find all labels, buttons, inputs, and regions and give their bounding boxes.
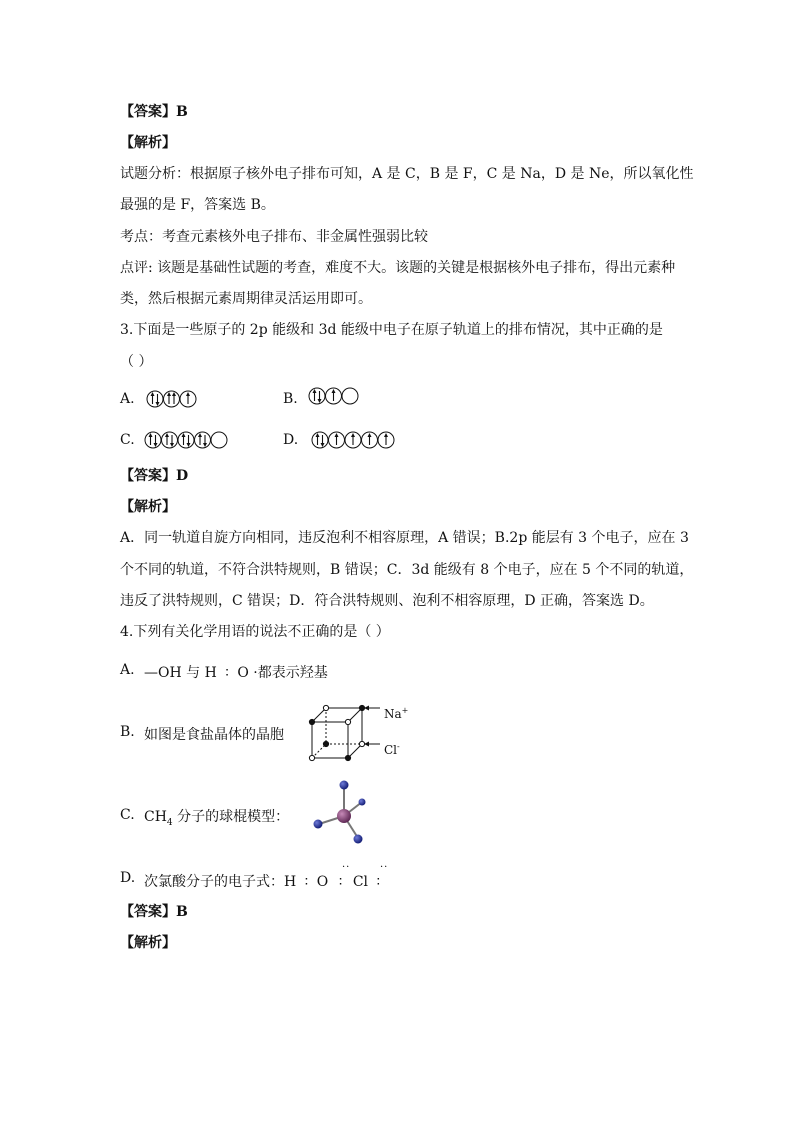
q4-option-a-text	[144, 662, 328, 684]
q4-answer: 【答案】B	[120, 904, 188, 920]
spin-up-arrow	[384, 433, 388, 445]
spin-down-arrow	[170, 435, 174, 447]
spin-up-arrow	[332, 389, 336, 401]
spin-up-arrow	[316, 433, 320, 445]
q4-option-c-text: $CH_4$ 分子的球棍模型：	[144, 809, 290, 828]
q2-kaodian: 考点：考查元素核外电子排布、非金属性强弱比较	[120, 229, 428, 245]
q4-option-a-label: A.	[120, 662, 135, 678]
spin-up-arrow	[186, 392, 190, 404]
spin-down-arrow	[321, 435, 325, 447]
spin-up-arrow	[351, 433, 355, 445]
q3-option-b-orbital-diagram	[308, 386, 368, 408]
spin-up-arrow	[167, 392, 171, 404]
ch4-ball-stick-model	[310, 778, 374, 848]
spin-down-arrow	[154, 435, 158, 447]
spin-up-arrow	[198, 433, 202, 445]
spin-up-arrow	[172, 392, 176, 404]
spin-up-arrow	[335, 433, 339, 445]
q3-option-b-label: B.	[283, 391, 298, 407]
q2-analysis-line1: 试题分析：根据原子核外电子排布可知，A 是 C，B 是 F，C 是 Na，D 是 Ne，所以氧化性	[120, 166, 694, 182]
q4-option-a-colon: ∶	[225, 665, 229, 681]
q3-stem-line2: （ ）	[120, 354, 153, 370]
q2-dianping-line2: 类，然后根据元素周期律灵活运用即可。	[120, 291, 372, 307]
q4-analysis-title: 【解析】	[120, 935, 176, 951]
q3-option-a-orbital-diagram	[146, 389, 206, 411]
q3-stem-line1: 3.下面是一些原子的 2p 能级和 3d 能级中电子在原子轨道上的排布情况，其中正确的是	[120, 322, 663, 338]
spin-up-arrow	[313, 389, 317, 401]
q3-option-d-label: D.	[283, 432, 299, 448]
q4-option-a-text2: ·都表示羟基	[253, 665, 328, 681]
orbital-circle	[147, 391, 163, 407]
nacl-na-label: Na+	[384, 706, 409, 721]
spin-down-arrow	[156, 394, 160, 406]
q2-analysis-line2: 最强的是 F，答案选 B。	[120, 197, 275, 213]
orbital-circle	[309, 388, 325, 404]
q4-option-a-oh: —OH 与 H	[144, 665, 217, 681]
spin-up-arrow	[149, 433, 153, 445]
orbital-circle	[312, 432, 328, 448]
spin-up-arrow	[182, 433, 186, 445]
q3-option-a-label: A.	[120, 391, 135, 407]
q4-option-d-text: 次氯酸分子的电子式：H ∶ O ·· ∶ Cl ·· ∶	[144, 862, 389, 890]
q4-option-d-oxygen: O	[316, 874, 329, 890]
orbital-circle	[342, 388, 358, 404]
spin-up-arrow	[151, 392, 155, 404]
q2-answer: 【答案】B	[120, 104, 188, 120]
orbital-circle	[195, 432, 211, 448]
q3-analysis-line2: 个不同的轨道，不符合洪特规则，B 错误；C．3d 能级有 8 个电子，应在 5 个不同的轨道，	[120, 562, 694, 578]
q4-option-b-label: B.	[120, 724, 135, 740]
q3-answer: 【答案】D	[120, 468, 189, 484]
orbital-circle	[178, 432, 194, 448]
q4-option-d-chlorine: Cl	[352, 874, 369, 890]
q2-analysis-title: 【解析】	[120, 135, 176, 151]
orbital-circle	[145, 432, 161, 448]
orbital-circle	[162, 432, 178, 448]
q4-option-a-oxygen: O	[237, 665, 249, 681]
q2-dianping-line1: 点评: 该题是基础性试题的考查，难度不大。该题的关键是根据核外电子排布，得出元素种	[120, 260, 676, 276]
q3-analysis-line3: 违反了洪特规则，C 错误；D．符合洪特规则、泡利不相容原理，D 正确，答案选 D。	[120, 593, 654, 609]
spin-down-arrow	[318, 391, 322, 403]
q4-option-b-text: 如图是食盐晶体的晶胞	[144, 727, 284, 743]
spin-up-arrow	[368, 433, 372, 445]
orbital-circle	[211, 432, 227, 448]
spin-down-arrow	[203, 435, 207, 447]
q4-option-c-label: C.	[120, 807, 135, 823]
q3-option-c-label: C.	[120, 432, 135, 448]
q4-stem: 4.下列有关化学用语的说法不正确的是（ ）	[120, 624, 390, 640]
q3-analysis-line1: A．同一轨道自旋方向相同，违反泡利不相容原理，A 错误；B.2p 能层有 3 个电子，应在 3	[120, 530, 689, 546]
nacl-unit-cell-diagram	[308, 700, 388, 762]
nacl-cl-label: Cl-	[384, 742, 400, 757]
q3-option-d-orbital-diagram	[311, 430, 401, 452]
spin-up-arrow	[165, 433, 169, 445]
spin-down-arrow	[187, 435, 191, 447]
q3-option-c-orbital-diagram	[144, 430, 234, 452]
q3-analysis-title: 【解析】	[120, 499, 176, 515]
orbital-circle	[164, 391, 180, 407]
q4-option-d-label: D.	[120, 870, 136, 886]
